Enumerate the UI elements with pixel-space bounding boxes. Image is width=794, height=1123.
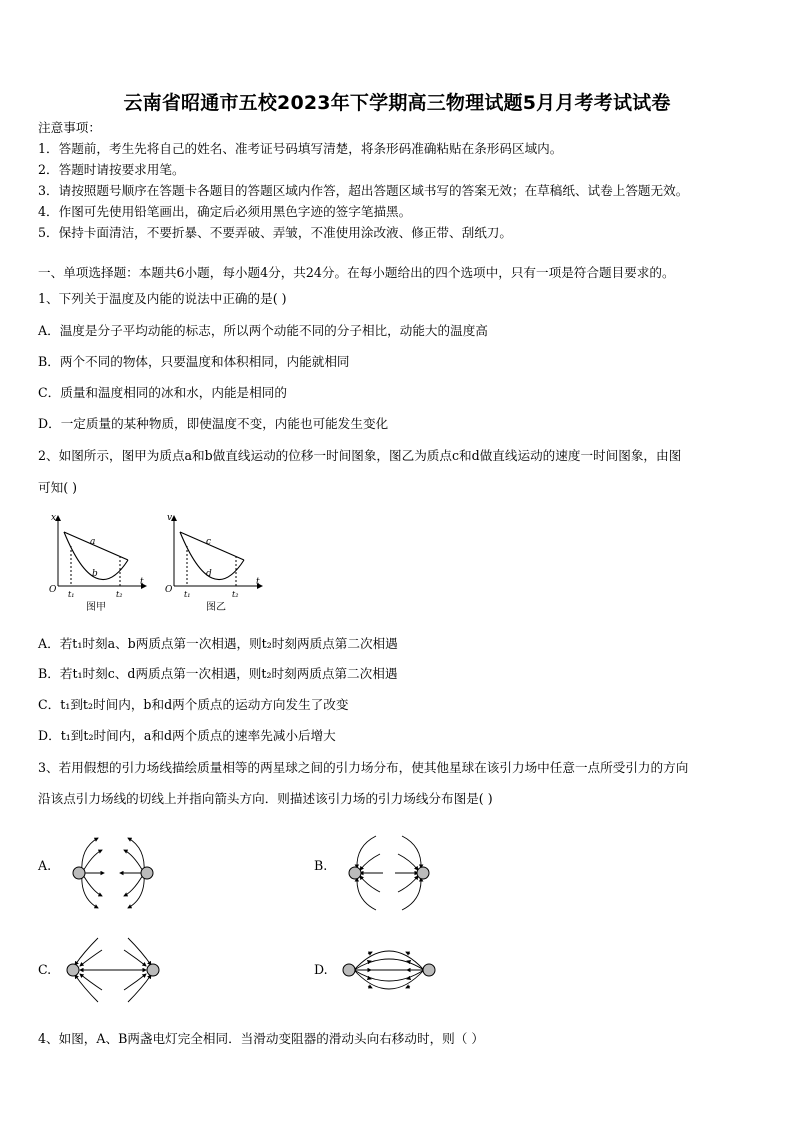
q3-figure-b (338, 830, 438, 914)
q2-option-d: D．t₁到t₂时间内，a和d两个质点的速率先减小后增大 (38, 728, 336, 743)
q4-stem: 4、如图，A、B两盏电灯完全相同．当滑动变阻器的滑动头向右移动时，则（ ） (38, 1031, 484, 1046)
figure-jia (44, 510, 154, 615)
figure-yi (160, 510, 270, 615)
fig2-caption: 图乙 (206, 602, 226, 613)
fig2-t2-label: t₂ (232, 590, 239, 599)
q3-option-a-label: A. (38, 858, 52, 873)
q3-option-b-label: B. (314, 858, 328, 873)
fig1-t-label: t (140, 577, 144, 587)
notice-item-5: 5．保持卡面清洁，不要折暴、不要弄破、弄皱，不准使用涂改液、修正带、刮纸刀。 (38, 225, 512, 240)
notice-item-1: 1．答题前，考生先将自己的姓名、准考证号码填写清楚，将条形码准确粘贴在条形码区域内。 (38, 141, 563, 156)
fig1-t1-label: t₁ (68, 590, 75, 599)
fig1-t2-label: t₂ (116, 590, 123, 599)
q2-stem-line2: 可知( ) (38, 480, 78, 495)
exam-title: 云南省昭通市五校2023年下学期高三物理试题5月月考考试试卷 (123, 92, 671, 114)
q3-figure-c (62, 928, 162, 1012)
fig1-yaxis-label: x (51, 513, 57, 523)
q2-option-b: B．若t₁时刻c、d两质点第一次相遇，则t₂时刻两质点第二次相遇 (38, 666, 398, 681)
q3-option-d-label: D. (314, 962, 328, 977)
q1-option-c: C．质量和温度相同的冰和水，内能是相同的 (38, 385, 287, 400)
notice-heading: 注意事项： (38, 120, 101, 135)
fig1-line-label: a (90, 537, 96, 547)
q3-option-c-label: C. (38, 962, 52, 977)
q3-figure-d (338, 928, 438, 1012)
notice-item-4: 4．作图可先使用铅笔画出，确定后必须用黑色字迹的签字笔描黑。 (38, 204, 412, 219)
q1-option-d: D．一定质量的某种物质，即使温度不变，内能也可能发生变化 (38, 416, 389, 431)
q1-option-a: A．温度是分子平均动能的标志，所以两个动能不同的分子相比，动能大的温度高 (38, 323, 488, 338)
fig2-line-label: c (206, 537, 212, 547)
q3-stem-line2: 沿该点引力场线的切线上并指向箭头方向．则描述该引力场的引力场线分布图是( ) (38, 791, 493, 806)
section-heading: 一、单项选择题：本题共6小题，每小题4分，共24分。在每小题给出的四个选项中，只有一项是符合题目要求的。 (38, 265, 675, 280)
q2-option-a: A．若t₁时刻a、b两质点第一次相遇，则t₂时刻两质点第二次相遇 (38, 636, 398, 651)
fig1-origin-label: O (49, 585, 57, 595)
q1-option-b: B．两个不同的物体，只要温度和体积相同，内能就相同 (38, 354, 350, 369)
q3-stem-line1: 3、若用假想的引力场线描绘质量相等的两星球之间的引力场分布，使其他星球在该引力场中任意一点所受引力的方向 (38, 760, 689, 775)
fig2-origin-label: O (165, 585, 173, 595)
q1-stem: 1、下列关于温度及内能的说法中正确的是( ) (38, 291, 287, 306)
fig2-yaxis-label: v (167, 513, 173, 523)
fig1-caption: 图甲 (86, 602, 106, 613)
fig2-t-label: t (256, 577, 260, 587)
q2-stem-line1: 2、如图所示，图甲为质点a和b做直线运动的位移一时间图象，图乙为质点c和d做直线运动的速度一时间图象，由图 (38, 448, 682, 463)
notice-item-2: 2．答题时请按要求用笔。 (38, 162, 185, 177)
fig2-t1-label: t₁ (184, 590, 191, 599)
q3-figure-a (62, 830, 162, 914)
fig2-curve-label: d (206, 569, 212, 579)
q2-option-c: C．t₁到t₂时间内，b和d两个质点的运动方向发生了改变 (38, 697, 349, 712)
notice-item-3: 3．请按照题号顺序在答题卡各题目的答题区域内作答，超出答题区域书写的答案无效；在草稿纸、试卷上答题无效。 (38, 183, 689, 198)
fig1-curve-label: b (92, 569, 98, 579)
